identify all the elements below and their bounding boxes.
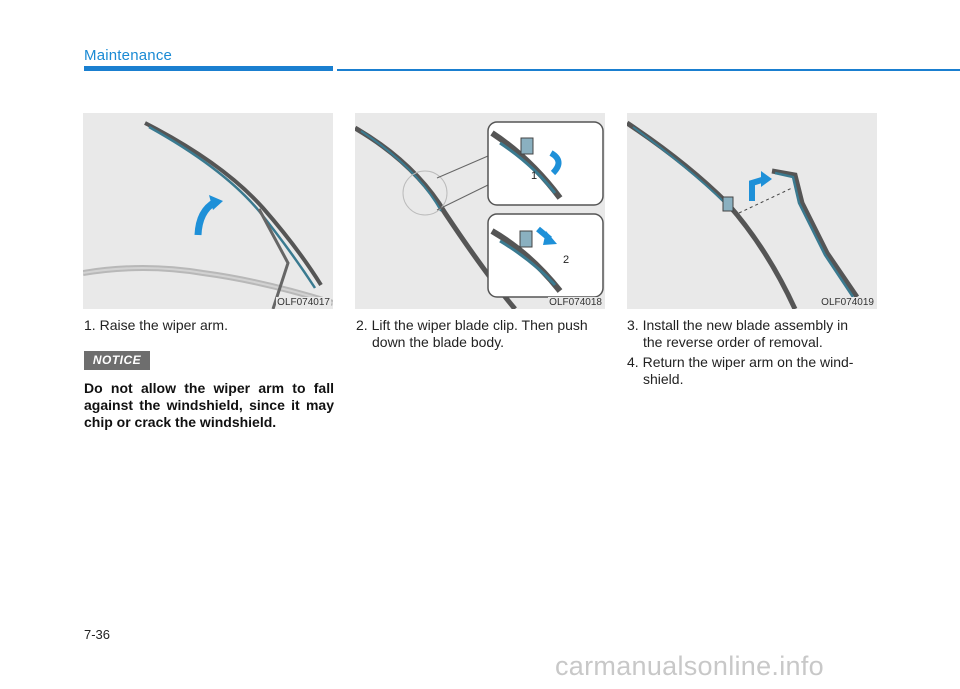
figure-raise-wiper-arm xyxy=(83,113,333,309)
figure-code: OLF074018 xyxy=(549,297,602,308)
step-text: Raise the wiper arm. xyxy=(99,317,228,333)
notice-badge: NOTICE xyxy=(84,351,150,370)
step-text-line2: shield. xyxy=(643,371,684,387)
callout-2: 2 xyxy=(563,254,570,266)
step-text-line2: down the blade body. xyxy=(372,334,505,350)
section-title: Maintenance xyxy=(84,47,173,64)
figure-lift-blade-clip xyxy=(355,113,605,309)
header-rule-thin xyxy=(337,69,960,71)
step-number: 3. xyxy=(627,317,639,333)
callout-1: 1 xyxy=(531,170,538,182)
notice-text: Do not allow the wiper arm to fall against the windshield, since it may chip or crack the windshield. xyxy=(84,380,334,430)
watermark: carmanualsonline.info xyxy=(555,651,824,681)
page-number: 7-36 xyxy=(84,627,111,642)
figure-install-blade xyxy=(627,113,877,309)
illustration-raise-arm xyxy=(83,113,333,309)
step-2 xyxy=(356,317,608,351)
illustration-lift-clip xyxy=(355,113,605,309)
header-rule-thick xyxy=(84,66,333,71)
step-text-line2: the reverse order of removal. xyxy=(643,334,823,350)
step-text-line1: Install the new blade assembly in xyxy=(642,317,849,333)
step-text-line1: Return the wiper arm on the wind- xyxy=(642,354,854,370)
step-number: 1. xyxy=(84,317,96,333)
step-text-line1: Lift the wiper blade clip. Then push xyxy=(371,317,588,333)
figure-code: OLF074019 xyxy=(821,297,874,308)
step-number: 4. xyxy=(627,354,639,370)
step-1 xyxy=(84,317,334,334)
step-4 xyxy=(627,354,879,388)
step-number: 2. xyxy=(356,317,368,333)
figure-code: OLF074017 xyxy=(277,297,330,308)
illustration-install-blade xyxy=(627,113,877,309)
step-3 xyxy=(627,317,879,351)
